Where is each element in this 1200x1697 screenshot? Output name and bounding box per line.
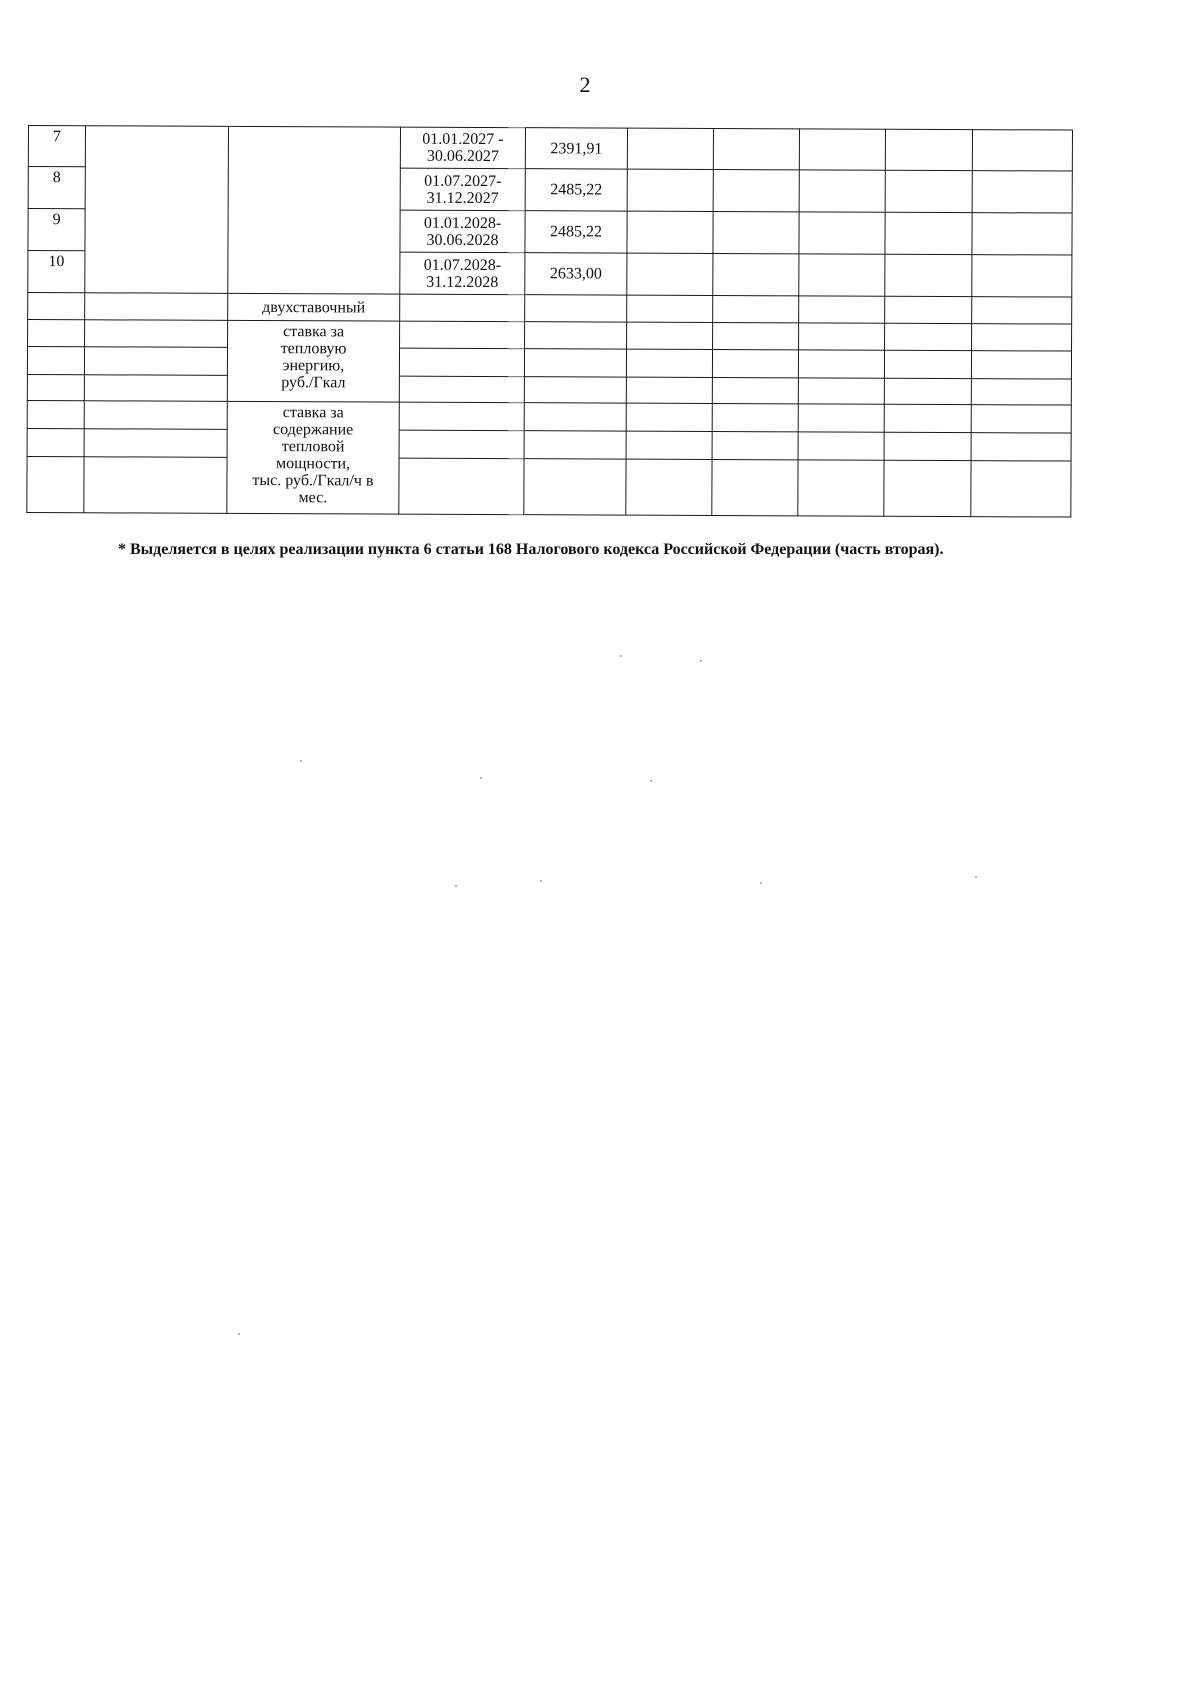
scan-speck <box>650 780 652 782</box>
tariff-value: 2485,22 <box>525 211 627 253</box>
scan-speck <box>700 660 702 662</box>
scan-speck <box>480 777 482 779</box>
page-number: 2 <box>579 72 591 97</box>
tariff-value: 2391,91 <box>525 128 627 169</box>
scan-speck <box>620 655 622 657</box>
row-number: 10 <box>28 251 85 293</box>
period-end: 30.06.2027 <box>426 147 499 166</box>
period-start: 01.01.2027 - <box>422 130 504 149</box>
period-start: 01.01.2028- <box>423 214 502 232</box>
footnote: * Выделяется в целях реализации пункта 6 статьи 168 Налогового кодекса Российской Федерации (часть вторая). <box>118 541 944 558</box>
table-row <box>28 126 1072 172</box>
table-row <box>27 456 1071 517</box>
period-cell <box>400 127 525 169</box>
table-row <box>27 347 1071 380</box>
row-number: 7 <box>28 126 85 167</box>
capacity-rate-label: ставка за содержание тепловой мощности, тыс. руб./Гкал/ч в мес. <box>227 401 399 514</box>
table-row <box>27 400 1071 433</box>
empty-cell <box>85 126 229 294</box>
tariff-value: 2633,00 <box>525 253 627 295</box>
scan-speck <box>300 760 302 762</box>
tariff-value: 2485,22 <box>525 169 627 211</box>
period-start: 01.07.2027- <box>424 172 502 190</box>
period-start: 01.07.2028- <box>423 256 502 274</box>
period-end: 31.12.2027 <box>426 189 499 207</box>
row-number: 9 <box>28 209 85 251</box>
two-rate-label: двухставочный <box>228 293 400 321</box>
scan-speck <box>238 1333 240 1335</box>
period-cell <box>400 210 525 253</box>
empty-cell <box>228 126 401 294</box>
energy-rate-label: ставка за тепловую энергию, руб./Гкал <box>227 320 399 402</box>
scan-speck <box>760 882 762 884</box>
table-row <box>27 428 1071 461</box>
period-end: 31.12.2028 <box>426 273 499 291</box>
tariff-table <box>26 125 1073 518</box>
scan-speck <box>975 876 977 878</box>
scan-speck <box>540 880 542 882</box>
scan-speck <box>455 885 457 887</box>
period-cell <box>400 252 525 295</box>
period-cell <box>400 168 525 211</box>
row-number: 8 <box>28 167 85 209</box>
period-end: 30.06.2028 <box>426 231 499 249</box>
